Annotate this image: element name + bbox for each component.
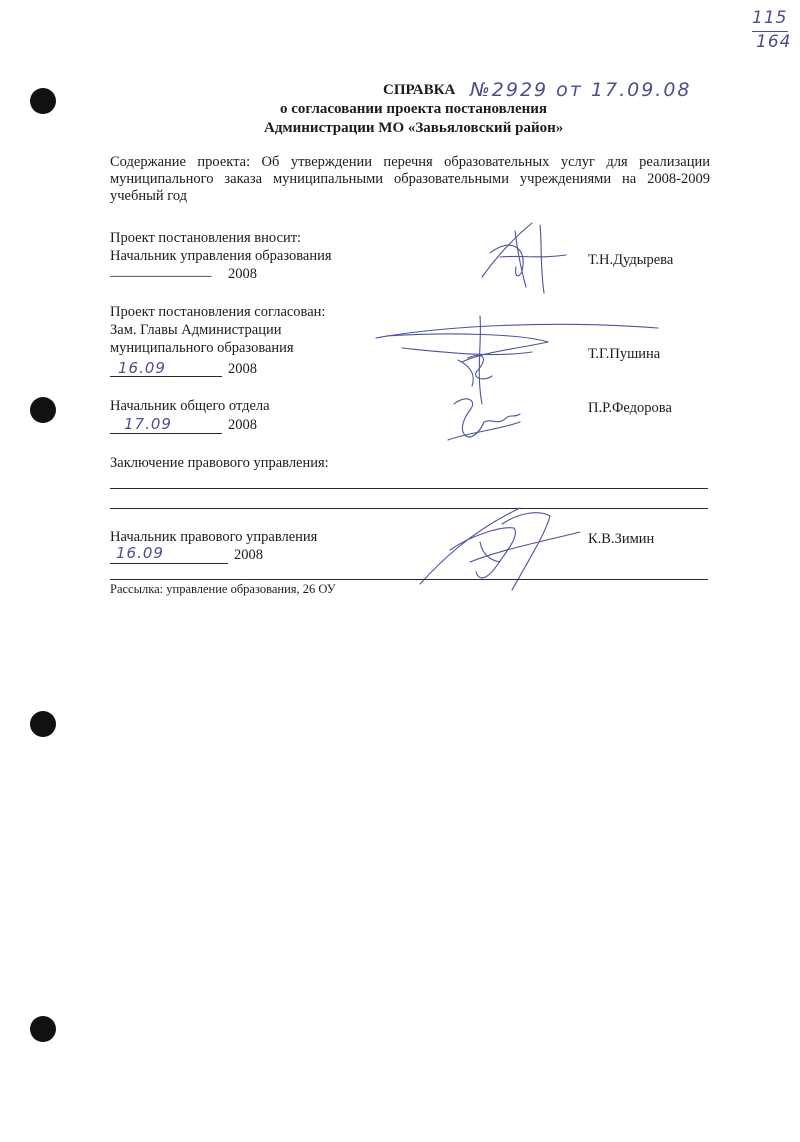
section1-label: Проект постановления вносит:	[110, 230, 302, 246]
section4-year: 2008	[234, 547, 263, 563]
section2-name: Т.Г.Пушина	[588, 346, 661, 362]
distribution-list: Рассылка: управление образования, 26 ОУ	[110, 582, 336, 596]
section4-date-line	[110, 563, 228, 564]
section1-name: Т.Н.Дудырева	[588, 252, 674, 268]
punch-hole-2	[30, 397, 56, 423]
legal-conclusion-label: Заключение правового управления:	[110, 455, 329, 471]
document-number-handwritten: №2929 от 17.09.08	[470, 79, 692, 101]
document-title: СПРАВКА	[383, 82, 456, 98]
legal-conclusion-line-2	[110, 508, 708, 509]
section2-date-handwritten: 16.09	[118, 359, 166, 377]
document-subtitle-2: Администрации МО «Завьяловский район»	[264, 120, 564, 136]
section1-position: Начальник управления образования	[110, 248, 332, 264]
section3-name: П.Р.Федорова	[588, 400, 672, 416]
document-subtitle-1: о согласовании проекта постановления	[280, 101, 548, 117]
signature-3	[440, 392, 530, 447]
signature-1	[470, 215, 580, 295]
archive-number-top: 115	[752, 8, 788, 28]
section2-year: 2008	[228, 361, 257, 377]
section3-position: Начальник общего отдела	[110, 398, 270, 414]
section2-position-line2: муниципального образования	[110, 340, 294, 356]
section2-label: Проект постановления согласован:	[110, 304, 326, 320]
section1-date-prefix: ______________	[110, 263, 212, 279]
section2-position-line1: Зам. Главы Администрации	[110, 322, 282, 338]
section3-year: 2008	[228, 417, 257, 433]
project-content: Содержание проекта: Об утверждении перечня образовательных услуг для реализации муниципального заказа муниципальными образовательными учреждениями на 2008-2009 учебный год	[110, 154, 710, 204]
section4-date-handwritten: 16.09	[116, 544, 164, 562]
punch-hole-1	[30, 88, 56, 114]
section4-name: К.В.Зимин	[588, 531, 655, 547]
section1-year: 2008	[228, 266, 257, 282]
punch-hole-4	[30, 1016, 56, 1042]
legal-conclusion-line-1	[110, 488, 708, 489]
section3-date-handwritten: 17.09	[124, 415, 172, 433]
archive-number-bottom: 164	[756, 32, 792, 52]
section3-date-line	[110, 433, 222, 434]
punch-hole-3	[30, 711, 56, 737]
section4-position: Начальник правового управления	[110, 529, 318, 545]
footer-separator	[110, 579, 708, 580]
